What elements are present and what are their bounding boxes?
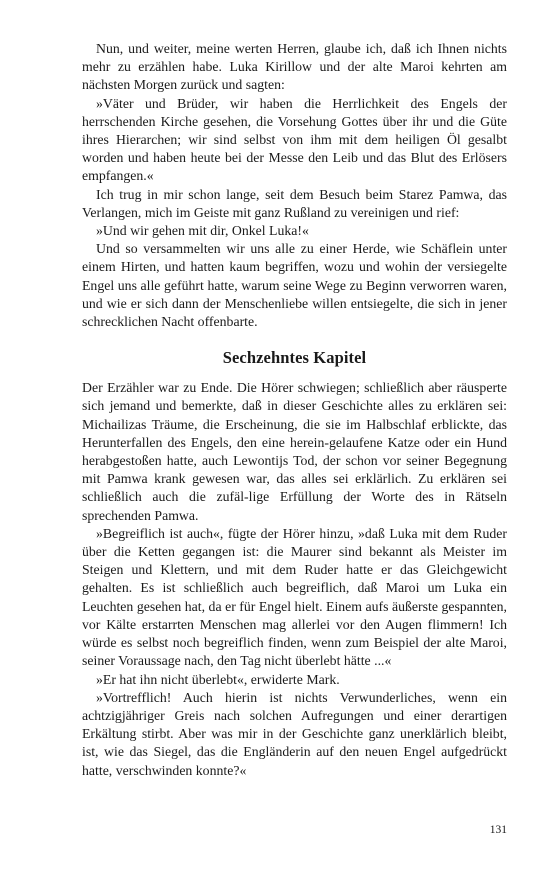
- paragraph: Der Erzähler war zu Ende. Die Hörer schwiegen; schließlich aber räusperte sich jemand und bemerkte, daß in dieser Geschichte alles zu erklären sei: Michailizas Träume, die Erscheinung, die sie im Halbschlaf erblickte, das Herunterfallen des Engels, den eine herein-gelaufene Katze oder ein Hund herabgestoßen hatte, auch Lewontijs Tod, der schon vor seiner Begegnung mit Pamwa krank gewesen war, das alles sei erklärlich. Zu erklären sei schließlich auch die zufäl-lige Erfüllung der Worte des in Rätseln sprechenden Pamwa.: [82, 380, 507, 523]
- paragraph: »Begreiflich ist auch«, fügte der Hörer hinzu, »daß Luka mit dem Ruder über die Ketten gegangen ist: die Maurer sind bekannt als Meister im Steigen und Klettern, und mit dem Ruder hatte er das Gleichgewicht gehalten. Es ist schließlich auch begreiflich, daß Maroi um Luka ein Leuchten gesehen hat, da er für Engel hielt. Einem aufs äußerste gespannten, vor Kälte erstarrten Menschen mag allerlei vor den Augen flimmern! Ich würde es selbst noch begreiflich finden, wenn zum Beispiel der alte Maroi, seiner Voraussage nach, den Tag nicht überlebt hätte ...«: [82, 525, 507, 669]
- paragraph: Ich trug in mir schon lange, seit dem Besuch beim Starez Pamwa, das Verlangen, mich im Geiste mit ganz Rußland zu vereinigen und rief:: [82, 186, 507, 220]
- paragraph: »Und wir gehen mit dir, Onkel Luka!«: [96, 223, 309, 239]
- paragraph: Nun, und weiter, meine werten Herren, glaube ich, daß ich Ihnen nichts mehr zu erzählen habe. Luka Kirillow und der alte Maroi kehrten am nächsten Morgen zurück und sagten:: [82, 41, 507, 93]
- paragraph: »Vortrefflich! Auch hierin ist nichts Verwunderliches, wenn ein achtzigjähriger Greis nach solchen Aufregungen und einer derartigen Erkältung stirbt. Aber was mir in der Geschichte ganz unerklärlich bleibt, ist, wie das Siegel, das die Engländerin auf den neuen Engel aufgedrückt hatte, verschwinden konnte?«: [82, 689, 507, 778]
- paragraph: »Väter und Brüder, wir haben die Herrlichkeit des Engels der herrschenden Kirche gesehen, die Vorsehung Gottes über ihr und die Güte ihres Hierarchen; wir sind selbst von ihm mit dem heiligen Öl gesalbt worden und haben heute bei der Messe den Leib und das Blut des Erlösers empfangen.«: [82, 95, 507, 184]
- paragraph: Und so versammelten wir uns alle zu einer Herde, wie Schäflein unter einem Hirten, und hatten kaum begriffen, wozu und wohin der versiegelte Engel uns alle geführt hatte, warum seine Wege zu Beginn verworren waren, und wie er sich dann der Menschenliebe willen entsiegelte, die sich in jener schrecklichen Nacht offenbarte.: [82, 241, 507, 330]
- chapter-heading: Sechzehntes Kapitel: [222, 348, 367, 368]
- page-number: 131: [489, 824, 507, 836]
- paragraph: »Er hat ihn nicht überlebt«, erwiderte Mark.: [96, 671, 340, 687]
- book-page: [82, 40, 507, 836]
